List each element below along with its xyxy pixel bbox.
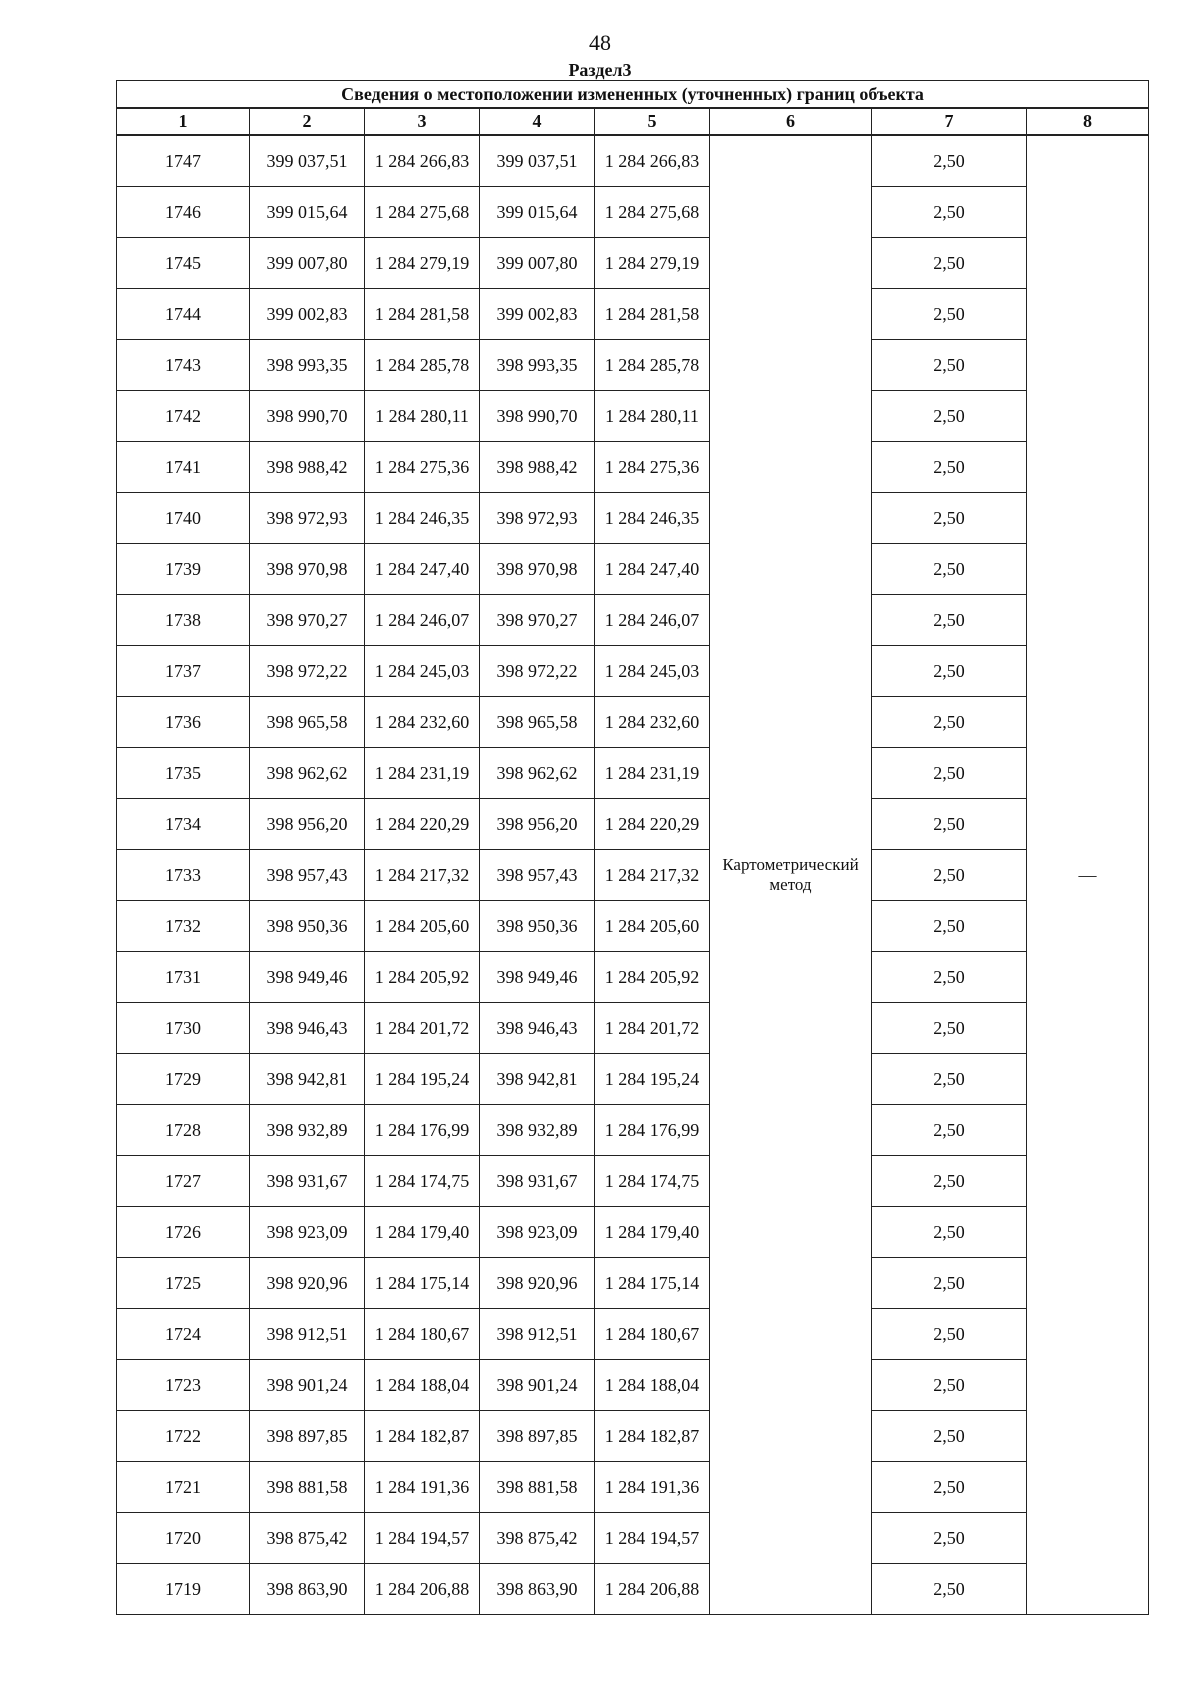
cell-col-4: 398 957,43	[480, 850, 595, 901]
cell-col-1: 1719	[117, 1564, 250, 1615]
cell-col-7: 2,50	[872, 544, 1027, 595]
cell-col-3: 1 284 231,19	[365, 748, 480, 799]
cell-col-1: 1730	[117, 1003, 250, 1054]
cell-col-5: 1 284 182,87	[595, 1411, 710, 1462]
boundary-coordinates-table	[116, 80, 1149, 1615]
cell-col-7: 2,50	[872, 187, 1027, 238]
table-row	[117, 238, 1149, 289]
cell-col-7: 2,50	[872, 442, 1027, 493]
cell-col-4: 398 972,93	[480, 493, 595, 544]
cell-col-3: 1 284 246,35	[365, 493, 480, 544]
cell-col-3: 1 284 176,99	[365, 1105, 480, 1156]
cell-col-3: 1 284 182,87	[365, 1411, 480, 1462]
cell-col-1: 1739	[117, 544, 250, 595]
cell-col-1: 1738	[117, 595, 250, 646]
method-cell: Картометрический метод	[710, 135, 872, 1615]
cell-col-5: 1 284 285,78	[595, 340, 710, 391]
cell-col-1: 1744	[117, 289, 250, 340]
cell-col-4: 399 002,83	[480, 289, 595, 340]
table-row	[117, 799, 1149, 850]
column-number-row	[117, 108, 1149, 135]
cell-col-1: 1727	[117, 1156, 250, 1207]
cell-col-1: 1721	[117, 1462, 250, 1513]
cell-col-7: 2,50	[872, 952, 1027, 1003]
cell-col-5: 1 284 191,36	[595, 1462, 710, 1513]
cell-col-4: 398 970,98	[480, 544, 595, 595]
cell-col-7: 2,50	[872, 901, 1027, 952]
cell-col-5: 1 284 176,99	[595, 1105, 710, 1156]
cell-col-3: 1 284 191,36	[365, 1462, 480, 1513]
table-row	[117, 1054, 1149, 1105]
cell-col-3: 1 284 279,19	[365, 238, 480, 289]
cell-col-1: 1746	[117, 187, 250, 238]
cell-col-2: 398 901,24	[250, 1360, 365, 1411]
cell-col-1: 1726	[117, 1207, 250, 1258]
cell-col-2: 398 932,89	[250, 1105, 365, 1156]
cell-col-4: 399 037,51	[480, 135, 595, 187]
cell-col-1: 1722	[117, 1411, 250, 1462]
cell-col-4: 398 897,85	[480, 1411, 595, 1462]
table-row	[117, 1462, 1149, 1513]
table-row	[117, 1411, 1149, 1462]
cell-col-4: 398 946,43	[480, 1003, 595, 1054]
cell-col-3: 1 284 217,32	[365, 850, 480, 901]
cell-col-7: 2,50	[872, 646, 1027, 697]
cell-col-7: 2,50	[872, 850, 1027, 901]
cell-col-7: 2,50	[872, 238, 1027, 289]
cell-col-5: 1 284 194,57	[595, 1513, 710, 1564]
table-row	[117, 1156, 1149, 1207]
cell-col-4: 398 875,42	[480, 1513, 595, 1564]
cell-col-3: 1 284 201,72	[365, 1003, 480, 1054]
cell-col-2: 398 897,85	[250, 1411, 365, 1462]
cell-col-1: 1737	[117, 646, 250, 697]
cell-col-4: 398 990,70	[480, 391, 595, 442]
cell-col-5: 1 284 174,75	[595, 1156, 710, 1207]
table-row	[117, 135, 1149, 187]
cell-col-1: 1724	[117, 1309, 250, 1360]
cell-col-5: 1 284 217,32	[595, 850, 710, 901]
cell-col-4: 398 912,51	[480, 1309, 595, 1360]
cell-col-4: 398 923,09	[480, 1207, 595, 1258]
cell-col-4: 398 863,90	[480, 1564, 595, 1615]
cell-col-1: 1734	[117, 799, 250, 850]
cell-col-4: 398 988,42	[480, 442, 595, 493]
cell-col-7: 2,50	[872, 1105, 1027, 1156]
table-row	[117, 952, 1149, 1003]
table-body	[117, 135, 1149, 1615]
cell-col-1: 1736	[117, 697, 250, 748]
cell-col-7: 2,50	[872, 493, 1027, 544]
table-row	[117, 442, 1149, 493]
table-row	[117, 595, 1149, 646]
cell-col-2: 398 875,42	[250, 1513, 365, 1564]
cell-col-1: 1733	[117, 850, 250, 901]
cell-col-5: 1 284 220,29	[595, 799, 710, 850]
column-header-4: 4	[480, 108, 595, 135]
column-header-6: 6	[710, 108, 872, 135]
cell-col-7: 2,50	[872, 1360, 1027, 1411]
cell-col-2: 398 993,35	[250, 340, 365, 391]
table-row	[117, 544, 1149, 595]
cell-col-2: 398 990,70	[250, 391, 365, 442]
cell-col-5: 1 284 179,40	[595, 1207, 710, 1258]
table-row	[117, 1105, 1149, 1156]
cell-col-7: 2,50	[872, 1411, 1027, 1462]
cell-col-1: 1729	[117, 1054, 250, 1105]
cell-col-5: 1 284 280,11	[595, 391, 710, 442]
cell-col-5: 1 284 275,68	[595, 187, 710, 238]
column-header-3: 3	[365, 108, 480, 135]
cell-col-4: 398 993,35	[480, 340, 595, 391]
cell-col-5: 1 284 232,60	[595, 697, 710, 748]
cell-col-7: 2,50	[872, 799, 1027, 850]
table-row	[117, 697, 1149, 748]
table-row	[117, 901, 1149, 952]
cell-col-1: 1725	[117, 1258, 250, 1309]
cell-col-5: 1 284 247,40	[595, 544, 710, 595]
cell-col-3: 1 284 281,58	[365, 289, 480, 340]
cell-col-3: 1 284 280,11	[365, 391, 480, 442]
cell-col-5: 1 284 245,03	[595, 646, 710, 697]
cell-col-5: 1 284 180,67	[595, 1309, 710, 1360]
table-row	[117, 1564, 1149, 1615]
cell-col-5: 1 284 279,19	[595, 238, 710, 289]
table-row	[117, 748, 1149, 799]
cell-col-1: 1747	[117, 135, 250, 187]
cell-col-4: 398 920,96	[480, 1258, 595, 1309]
cell-col-7: 2,50	[872, 1258, 1027, 1309]
cell-col-5: 1 284 266,83	[595, 135, 710, 187]
cell-col-3: 1 284 275,68	[365, 187, 480, 238]
cell-col-2: 398 950,36	[250, 901, 365, 952]
cell-col-1: 1732	[117, 901, 250, 952]
cell-col-3: 1 284 195,24	[365, 1054, 480, 1105]
cell-col-2: 398 965,58	[250, 697, 365, 748]
cell-col-7: 2,50	[872, 697, 1027, 748]
cell-col-5: 1 284 175,14	[595, 1258, 710, 1309]
cell-col-2: 398 881,58	[250, 1462, 365, 1513]
cell-col-2: 398 912,51	[250, 1309, 365, 1360]
cell-col-4: 398 950,36	[480, 901, 595, 952]
cell-col-3: 1 284 205,60	[365, 901, 480, 952]
cell-col-2: 398 931,67	[250, 1156, 365, 1207]
cell-col-2: 398 923,09	[250, 1207, 365, 1258]
cell-col-5: 1 284 201,72	[595, 1003, 710, 1054]
cell-col-7: 2,50	[872, 1564, 1027, 1615]
table-row	[117, 1258, 1149, 1309]
cell-col-2: 398 970,98	[250, 544, 365, 595]
cell-col-4: 398 965,58	[480, 697, 595, 748]
cell-col-2: 398 863,90	[250, 1564, 365, 1615]
table-row	[117, 1207, 1149, 1258]
cell-col-3: 1 284 246,07	[365, 595, 480, 646]
cell-col-1: 1745	[117, 238, 250, 289]
cell-col-7: 2,50	[872, 1156, 1027, 1207]
cell-col-3: 1 284 174,75	[365, 1156, 480, 1207]
section-label: Раздел3	[568, 60, 632, 80]
cell-col-7: 2,50	[872, 595, 1027, 646]
cell-col-2: 398 988,42	[250, 442, 365, 493]
cell-col-4: 398 972,22	[480, 646, 595, 697]
cell-col-2: 398 972,93	[250, 493, 365, 544]
cell-col-5: 1 284 275,36	[595, 442, 710, 493]
cell-col-2: 398 972,22	[250, 646, 365, 697]
cell-col-3: 1 284 175,14	[365, 1258, 480, 1309]
cell-col-7: 2,50	[872, 748, 1027, 799]
table-row	[117, 850, 1149, 901]
cell-col-1: 1741	[117, 442, 250, 493]
cell-col-2: 398 946,43	[250, 1003, 365, 1054]
cell-col-3: 1 284 206,88	[365, 1564, 480, 1615]
cell-col-4: 398 956,20	[480, 799, 595, 850]
cell-col-2: 398 956,20	[250, 799, 365, 850]
cell-col-3: 1 284 194,57	[365, 1513, 480, 1564]
cell-col-2: 398 970,27	[250, 595, 365, 646]
cell-col-4: 399 015,64	[480, 187, 595, 238]
cell-col-4: 398 881,58	[480, 1462, 595, 1513]
cell-col-2: 399 002,83	[250, 289, 365, 340]
cell-col-5: 1 284 231,19	[595, 748, 710, 799]
column-header-5: 5	[595, 108, 710, 135]
cell-col-3: 1 284 188,04	[365, 1360, 480, 1411]
cell-col-7: 2,50	[872, 340, 1027, 391]
table-row	[117, 187, 1149, 238]
table-row	[117, 1513, 1149, 1564]
cell-col-5: 1 284 188,04	[595, 1360, 710, 1411]
cell-col-5: 1 284 205,92	[595, 952, 710, 1003]
cell-col-4: 398 932,89	[480, 1105, 595, 1156]
cell-col-5: 1 284 205,60	[595, 901, 710, 952]
cell-col-7: 2,50	[872, 1207, 1027, 1258]
column-header-1: 1	[117, 108, 250, 135]
cell-col-3: 1 284 285,78	[365, 340, 480, 391]
table-row	[117, 1003, 1149, 1054]
cell-col-3: 1 284 180,67	[365, 1309, 480, 1360]
cell-col-5: 1 284 246,07	[595, 595, 710, 646]
column-header-2: 2	[250, 108, 365, 135]
cell-col-7: 2,50	[872, 1003, 1027, 1054]
cell-col-4: 399 007,80	[480, 238, 595, 289]
cell-col-2: 398 949,46	[250, 952, 365, 1003]
cell-col-2: 398 962,62	[250, 748, 365, 799]
cell-col-2: 398 957,43	[250, 850, 365, 901]
cell-col-1: 1728	[117, 1105, 250, 1156]
cell-col-4: 398 942,81	[480, 1054, 595, 1105]
cell-col-3: 1 284 205,92	[365, 952, 480, 1003]
cell-col-4: 398 962,62	[480, 748, 595, 799]
cell-col-3: 1 284 220,29	[365, 799, 480, 850]
column-header-8: 8	[1027, 108, 1149, 135]
cell-col-4: 398 949,46	[480, 952, 595, 1003]
cell-col-4: 398 931,67	[480, 1156, 595, 1207]
cell-col-3: 1 284 245,03	[365, 646, 480, 697]
col8-cell: —	[1027, 135, 1149, 1615]
cell-col-5: 1 284 206,88	[595, 1564, 710, 1615]
cell-col-2: 398 920,96	[250, 1258, 365, 1309]
cell-col-7: 2,50	[872, 289, 1027, 340]
page-number: 48	[589, 30, 611, 55]
table-caption: Сведения о местоположении измененных (уточненных) границ объекта	[117, 81, 1149, 109]
cell-col-2: 399 007,80	[250, 238, 365, 289]
cell-col-7: 2,50	[872, 391, 1027, 442]
cell-col-3: 1 284 275,36	[365, 442, 480, 493]
cell-col-1: 1740	[117, 493, 250, 544]
table-row	[117, 646, 1149, 697]
cell-col-1: 1742	[117, 391, 250, 442]
cell-col-2: 398 942,81	[250, 1054, 365, 1105]
cell-col-1: 1720	[117, 1513, 250, 1564]
cell-col-3: 1 284 266,83	[365, 135, 480, 187]
table-row	[117, 493, 1149, 544]
cell-col-5: 1 284 195,24	[595, 1054, 710, 1105]
cell-col-5: 1 284 281,58	[595, 289, 710, 340]
table-row	[117, 1360, 1149, 1411]
table-row	[117, 289, 1149, 340]
cell-col-7: 2,50	[872, 135, 1027, 187]
table-row	[117, 1309, 1149, 1360]
cell-col-1: 1735	[117, 748, 250, 799]
cell-col-4: 398 970,27	[480, 595, 595, 646]
cell-col-1: 1731	[117, 952, 250, 1003]
cell-col-3: 1 284 232,60	[365, 697, 480, 748]
table-row	[117, 391, 1149, 442]
cell-col-7: 2,50	[872, 1054, 1027, 1105]
cell-col-2: 399 037,51	[250, 135, 365, 187]
cell-col-5: 1 284 246,35	[595, 493, 710, 544]
cell-col-7: 2,50	[872, 1309, 1027, 1360]
cell-col-3: 1 284 179,40	[365, 1207, 480, 1258]
cell-col-1: 1743	[117, 340, 250, 391]
cell-col-7: 2,50	[872, 1462, 1027, 1513]
table-row	[117, 340, 1149, 391]
column-header-7: 7	[872, 108, 1027, 135]
cell-col-3: 1 284 247,40	[365, 544, 480, 595]
cell-col-2: 399 015,64	[250, 187, 365, 238]
cell-col-4: 398 901,24	[480, 1360, 595, 1411]
cell-col-1: 1723	[117, 1360, 250, 1411]
cell-col-7: 2,50	[872, 1513, 1027, 1564]
